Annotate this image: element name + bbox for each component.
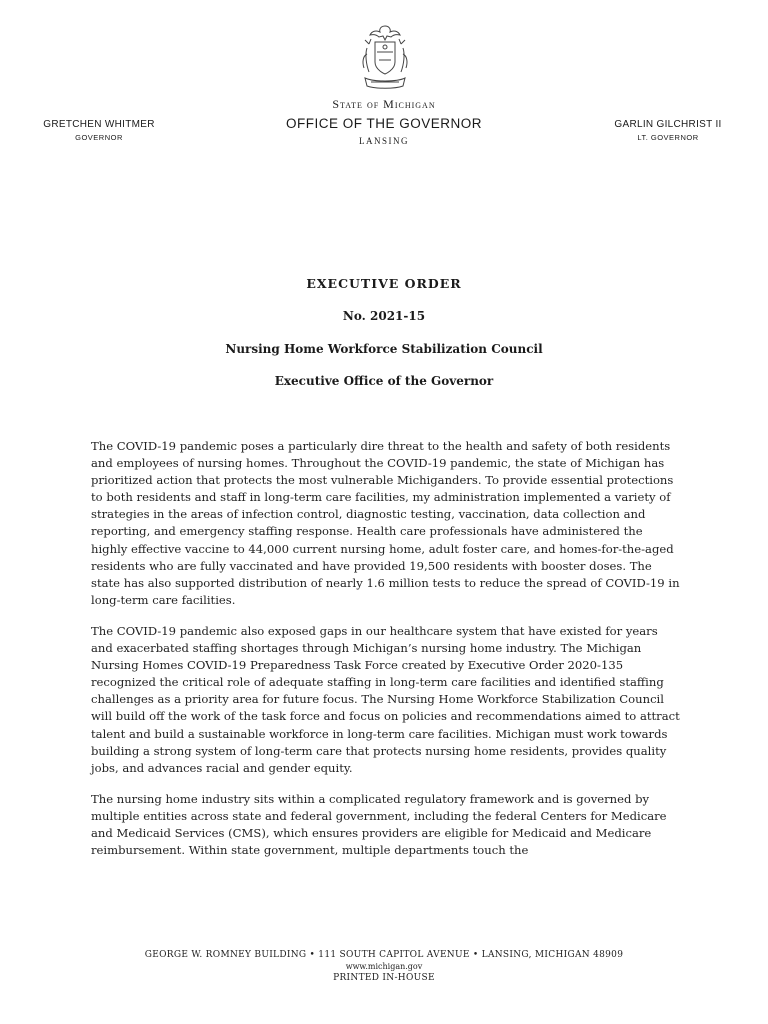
order-subtitle: Executive Office of the Governor — [274, 374, 494, 388]
order-number: No. 2021-15 — [342, 309, 426, 323]
page-footer — [0, 950, 768, 983]
document-body — [91, 438, 681, 873]
order-title: Nursing Home Workforce Stabilization Council — [225, 342, 543, 356]
body-paragraph: The COVID-19 pandemic poses a particularly dire threat to the health and safety of both residents and employees of nursing homes. Throughout the COVID-19 pandemic, the state of Michigan has prioritized action that protects the most vulnerable Michiganders. To provide essential protections to both residents and staff in long-term care facilities, my administration implemented a variety of strategies in the areas of infection control, diagnostic testing, vaccination, data collection and reporting, and emergency staffing response. Health care professionals have administered the highly effective vaccine to 44,000 current nursing home, adult foster care, and homes-for-the-aged residents who are fully vaccinated and have provided 19,500 residents with booster doses. The state has also supported distribution of nearly 1.6 million tests to reduce the spread of COVID-19 in long-term care facilities. — [91, 439, 680, 607]
city-name: LANSING — [359, 136, 409, 146]
body-paragraph: The COVID-19 pandemic also exposed gaps in our healthcare system that have existed for years and exacerbated staffing shortages through Michigan’s nursing home industry. The Michigan Nursing Homes COVID-19 Preparedness Task Force created by Executive Order 2020-135 recognized the critical role of adequate staffing in long-term care facilities and identified staffing challenges as a priority area for future focus. The Nursing Home Workforce Stabilization Council will build off the work of the task force and focus on policies and recommendations aimed to attract talent and build a sustainable workforce in long-term care facilities. Michigan must work towards building a strong system of long-term care that protects nursing home residents, provides quality jobs, and advances racial and gender equity. — [91, 623, 680, 775]
lt-governor-title: LT. GOVERNOR — [637, 133, 699, 142]
footer-address: GEORGE W. ROMNEY BUILDING • 111 SOUTH CAPITOL AVENUE • LANSING, MICHIGAN 48909 — [144, 950, 624, 960]
office-name: OFFICE OF THE GOVERNOR — [285, 116, 482, 131]
governor-title: GOVERNOR — [75, 133, 123, 142]
lt-governor-name: GARLIN GILCHRIST II — [614, 119, 722, 130]
governor-block — [34, 119, 164, 142]
footer-website: www.michigan.gov — [345, 962, 423, 971]
governor-name: GRETCHEN WHITMER — [43, 119, 155, 130]
lt-governor-block — [600, 119, 736, 142]
document-heading: EXECUTIVE ORDER — [306, 276, 462, 291]
body-paragraph: The nursing home industry sits within a complicated regulatory framework and is governed by multiple entities across state and federal government, including the federal Centers for Medicare and Medicaid Services (CMS), which ensures providers are eligible for Medicaid and Medicare reimbursement. Within state government, multiple departments touch the — [91, 791, 667, 858]
state-name: State of Michigan — [332, 97, 436, 111]
letterhead — [234, 97, 534, 146]
michigan-state-seal-icon — [357, 22, 413, 96]
footer-printed: PRINTED IN-HOUSE — [333, 973, 435, 983]
